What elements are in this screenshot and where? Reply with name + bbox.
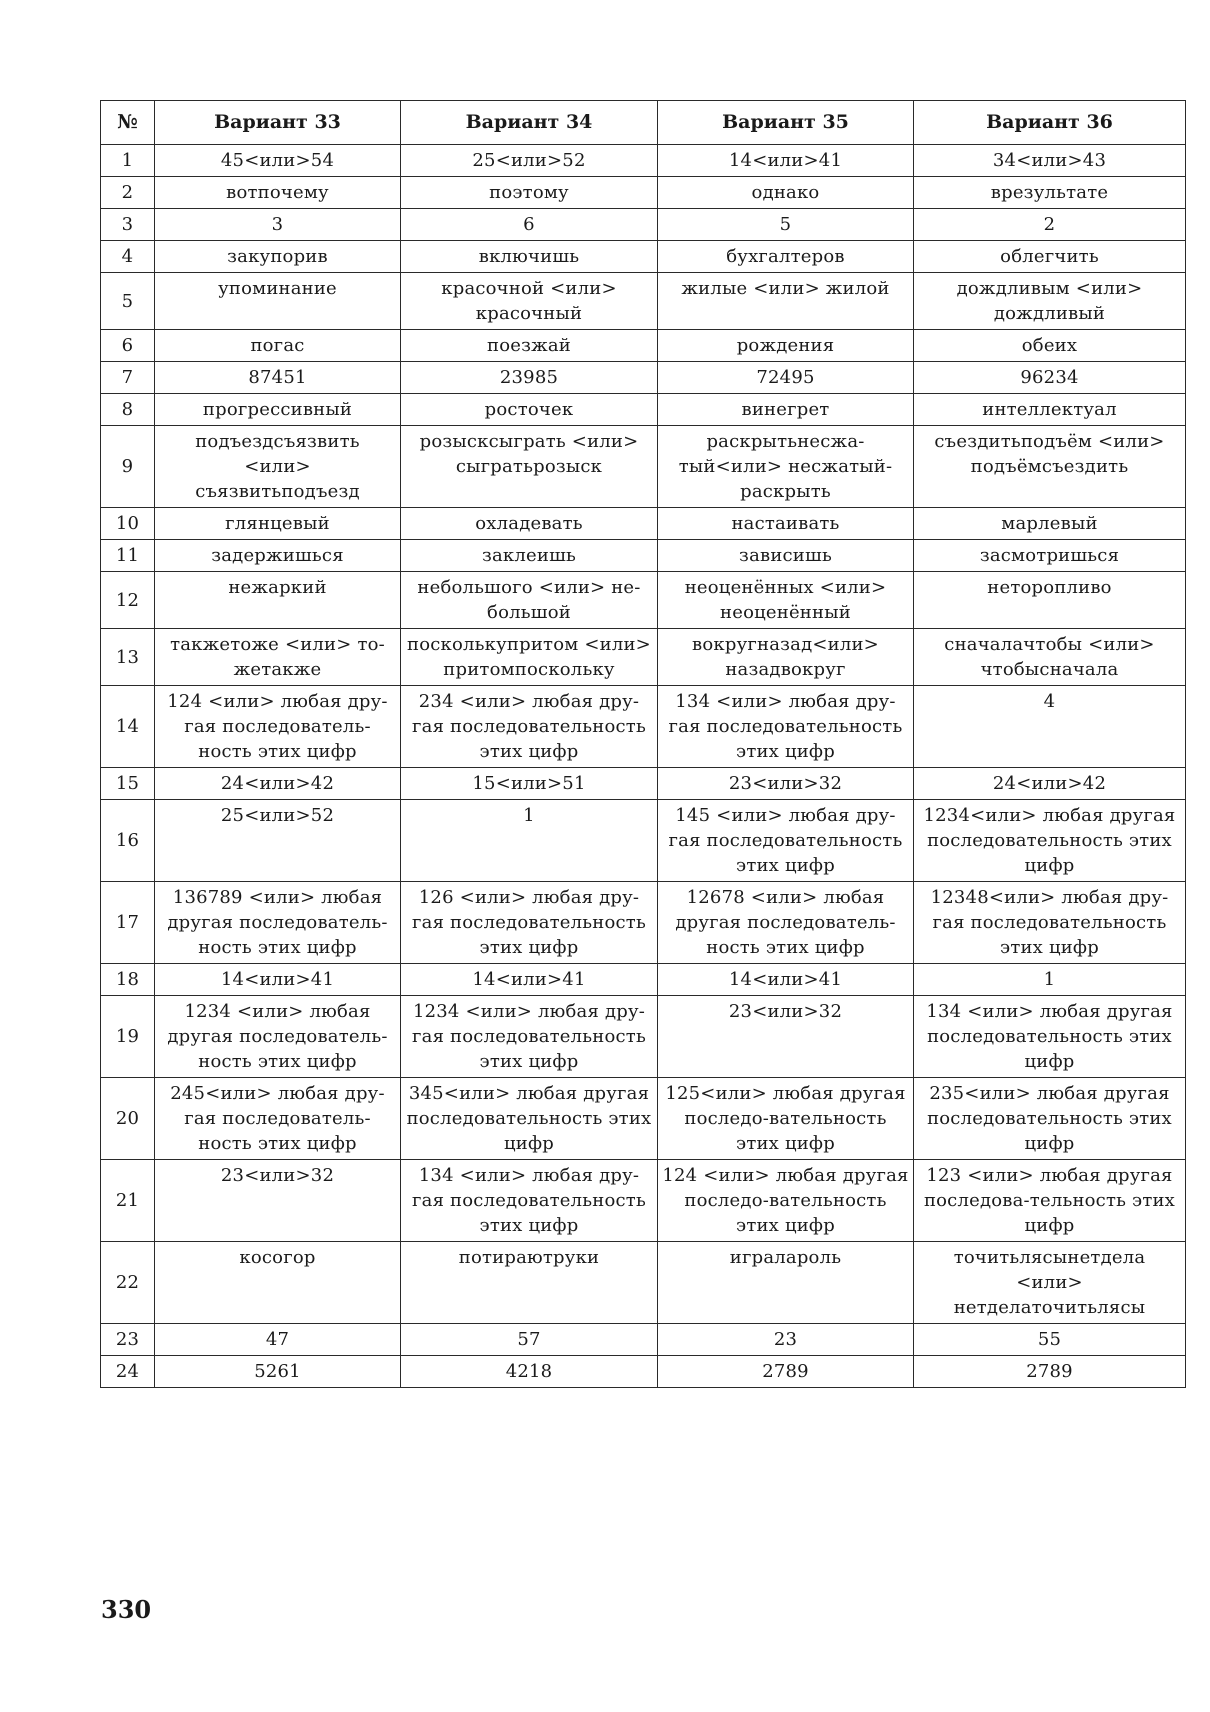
answer-cell: съездитьподъём <или> подъёмсъездить: [914, 426, 1186, 508]
table-row: [101, 241, 1186, 273]
answer-cell: небольшого <или> не-большой: [401, 572, 658, 629]
table-row: [101, 800, 1186, 882]
row-number: 21: [101, 1160, 155, 1242]
answer-cell: точитьлясынетдела <или> нетделаточитьлясы: [914, 1242, 1186, 1324]
answer-cell: 23<или>32: [658, 996, 914, 1078]
answer-cell: глянцевый: [155, 508, 401, 540]
row-number: 7: [101, 362, 155, 394]
answer-cell: 5: [658, 209, 914, 241]
answer-cell: 145 <или> любая дру-гая последовательность этих цифр: [658, 800, 914, 882]
answer-cell: потираютруки: [401, 1242, 658, 1324]
answer-cell: неоценённых <или> неоценённый: [658, 572, 914, 629]
table-row: [101, 686, 1186, 768]
answer-cell: 3: [155, 209, 401, 241]
table-row: [101, 1356, 1186, 1388]
row-number: 11: [101, 540, 155, 572]
answer-cell: настаивать: [658, 508, 914, 540]
table-row: [101, 426, 1186, 508]
answer-cell: жилые <или> жилой: [658, 273, 914, 330]
answer-cell: красочной <или> красочный: [401, 273, 658, 330]
answer-cell: обеих: [914, 330, 1186, 362]
row-number: 14: [101, 686, 155, 768]
answer-cell: 23985: [401, 362, 658, 394]
answer-cell: 1: [914, 964, 1186, 996]
answer-cell: нежаркий: [155, 572, 401, 629]
answer-cell: косогор: [155, 1242, 401, 1324]
answer-cell: 1234<или> любая другая последовательность этих цифр: [914, 800, 1186, 882]
answer-cell: посколькупритом <или> притомпоскольку: [401, 629, 658, 686]
row-number: 12: [101, 572, 155, 629]
answer-cell: 57: [401, 1324, 658, 1356]
row-number: 17: [101, 882, 155, 964]
row-number: 5: [101, 273, 155, 330]
answer-cell: росточек: [401, 394, 658, 426]
answer-cell: 12348<или> любая дру-гая последовательность этих цифр: [914, 882, 1186, 964]
answer-cell: бухгалтеров: [658, 241, 914, 273]
answer-cell: 1234 <или> любая другая последователь-ность этих цифр: [155, 996, 401, 1078]
table-row: [101, 394, 1186, 426]
answer-cell: 24<или>42: [914, 768, 1186, 800]
answer-cell: винегрет: [658, 394, 914, 426]
answer-cell: 124 <или> любая дру-гая последователь-ность этих цифр: [155, 686, 401, 768]
answer-cell: 2789: [914, 1356, 1186, 1388]
table-row: [101, 177, 1186, 209]
answer-cell: 87451: [155, 362, 401, 394]
answer-cell: 24<или>42: [155, 768, 401, 800]
answer-cell: 23<или>32: [658, 768, 914, 800]
page-number: 330: [101, 1595, 152, 1624]
answer-cell: задержишься: [155, 540, 401, 572]
answer-cell: 14<или>41: [155, 964, 401, 996]
header-number: №: [101, 101, 155, 145]
table-row: [101, 540, 1186, 572]
row-number: 22: [101, 1242, 155, 1324]
header-variant: Вариант 34: [401, 101, 658, 145]
answer-cell: вотпочему: [155, 177, 401, 209]
answer-cell: 47: [155, 1324, 401, 1356]
table-row: [101, 1242, 1186, 1324]
header-variant: Вариант 33: [155, 101, 401, 145]
answer-cell: облегчить: [914, 241, 1186, 273]
answer-cell: 136789 <или> любая другая последователь-ность этих цифр: [155, 882, 401, 964]
answer-cell: розысксыграть <или> сыгратьрозыск: [401, 426, 658, 508]
answer-cell: 234 <или> любая дру-гая последовательность этих цифр: [401, 686, 658, 768]
answer-cell: поезжай: [401, 330, 658, 362]
answer-cell: интеллектуал: [914, 394, 1186, 426]
answer-cell: упоминание: [155, 273, 401, 330]
table-row: [101, 768, 1186, 800]
row-number: 9: [101, 426, 155, 508]
table-row: [101, 1324, 1186, 1356]
row-number: 1: [101, 145, 155, 177]
answer-cell: сначалачтобы <или> чтобысначала: [914, 629, 1186, 686]
row-number: 23: [101, 1324, 155, 1356]
row-number: 16: [101, 800, 155, 882]
table-row: [101, 996, 1186, 1078]
answer-cell: марлевый: [914, 508, 1186, 540]
answer-cell: 6: [401, 209, 658, 241]
answer-cell: такжетоже <или> то-жетакже: [155, 629, 401, 686]
answer-cell: однако: [658, 177, 914, 209]
answer-cell: 4218: [401, 1356, 658, 1388]
answer-cell: 125<или> любая другая последо-вательность этих цифр: [658, 1078, 914, 1160]
answer-cell: 72495: [658, 362, 914, 394]
header-variant: Вариант 35: [658, 101, 914, 145]
row-number: 19: [101, 996, 155, 1078]
answer-cell: зависишь: [658, 540, 914, 572]
row-number: 6: [101, 330, 155, 362]
row-number: 24: [101, 1356, 155, 1388]
answer-cell: 1234 <или> любая дру-гая последовательность этих цифр: [401, 996, 658, 1078]
answer-cell: 23<или>32: [155, 1160, 401, 1242]
table-row: [101, 1078, 1186, 1160]
row-number: 15: [101, 768, 155, 800]
answer-cell: 23: [658, 1324, 914, 1356]
answer-cell: охладевать: [401, 508, 658, 540]
answer-cell: 5261: [155, 1356, 401, 1388]
row-number: 8: [101, 394, 155, 426]
header-variant: Вариант 36: [914, 101, 1186, 145]
answer-cell: раскрытьнесжа-тый<или> несжатый-раскрыть: [658, 426, 914, 508]
answer-cell: вокругназад<или> назадвокруг: [658, 629, 914, 686]
table-row: [101, 209, 1186, 241]
table-header: [101, 101, 1186, 145]
table-row: [101, 882, 1186, 964]
answer-cell: 2789: [658, 1356, 914, 1388]
answer-cell: 2: [914, 209, 1186, 241]
answer-cell: 235<или> любая другая последовательность этих цифр: [914, 1078, 1186, 1160]
answer-cell: 1: [401, 800, 658, 882]
row-number: 3: [101, 209, 155, 241]
row-number: 13: [101, 629, 155, 686]
row-number: 20: [101, 1078, 155, 1160]
answer-cell: 14<или>41: [658, 964, 914, 996]
answer-cell: закупорив: [155, 241, 401, 273]
table-row: [101, 964, 1186, 996]
table-body: [101, 145, 1186, 1388]
answer-cell: 123 <или> любая другая последова-тельность этих цифр: [914, 1160, 1186, 1242]
answer-cell: 55: [914, 1324, 1186, 1356]
table-row: [101, 330, 1186, 362]
answer-cell: засмотришься: [914, 540, 1186, 572]
answer-cell: 134 <или> любая другая последовательность этих цифр: [914, 996, 1186, 1078]
answer-cell: подъездсъязвить <или> съязвитьподъезд: [155, 426, 401, 508]
answer-cell: 34<или>43: [914, 145, 1186, 177]
answer-cell: 14<или>41: [658, 145, 914, 177]
table-row: [101, 145, 1186, 177]
table-row: [101, 629, 1186, 686]
answer-cell: поэтому: [401, 177, 658, 209]
answer-cell: 134 <или> любая дру-гая последовательность этих цифр: [401, 1160, 658, 1242]
answer-cell: 25<или>52: [155, 800, 401, 882]
table-row: [101, 1160, 1186, 1242]
answer-cell: 4: [914, 686, 1186, 768]
answer-cell: рождения: [658, 330, 914, 362]
answer-cell: 126 <или> любая дру-гая последовательность этих цифр: [401, 882, 658, 964]
answer-cell: включишь: [401, 241, 658, 273]
table-row: [101, 572, 1186, 629]
answer-cell: заклеишь: [401, 540, 658, 572]
table-row: [101, 508, 1186, 540]
row-number: 2: [101, 177, 155, 209]
answer-cell: врезультате: [914, 177, 1186, 209]
answer-cell: 14<или>41: [401, 964, 658, 996]
answer-cell: 15<или>51: [401, 768, 658, 800]
answer-cell: 25<или>52: [401, 145, 658, 177]
row-number: 18: [101, 964, 155, 996]
answer-cell: 245<или> любая дру-гая последователь-ность этих цифр: [155, 1078, 401, 1160]
answer-cell: игралароль: [658, 1242, 914, 1324]
table-row: [101, 273, 1186, 330]
answer-cell: 12678 <или> любая другая последователь-ность этих цифр: [658, 882, 914, 964]
answer-cell: 134 <или> любая дру-гая последовательность этих цифр: [658, 686, 914, 768]
row-number: 10: [101, 508, 155, 540]
header-row: [101, 101, 1186, 145]
answer-cell: 45<или>54: [155, 145, 401, 177]
answer-cell: погас: [155, 330, 401, 362]
table-row: [101, 362, 1186, 394]
answer-cell: 124 <или> любая другая последо-вательность этих цифр: [658, 1160, 914, 1242]
answer-cell: 345<или> любая другая последовательность этих цифр: [401, 1078, 658, 1160]
answer-cell: 96234: [914, 362, 1186, 394]
row-number: 4: [101, 241, 155, 273]
answer-cell: неторопливо: [914, 572, 1186, 629]
answer-table: [100, 100, 1186, 1388]
answer-cell: дождливым <или> дождливый: [914, 273, 1186, 330]
answer-cell: прогрессивный: [155, 394, 401, 426]
